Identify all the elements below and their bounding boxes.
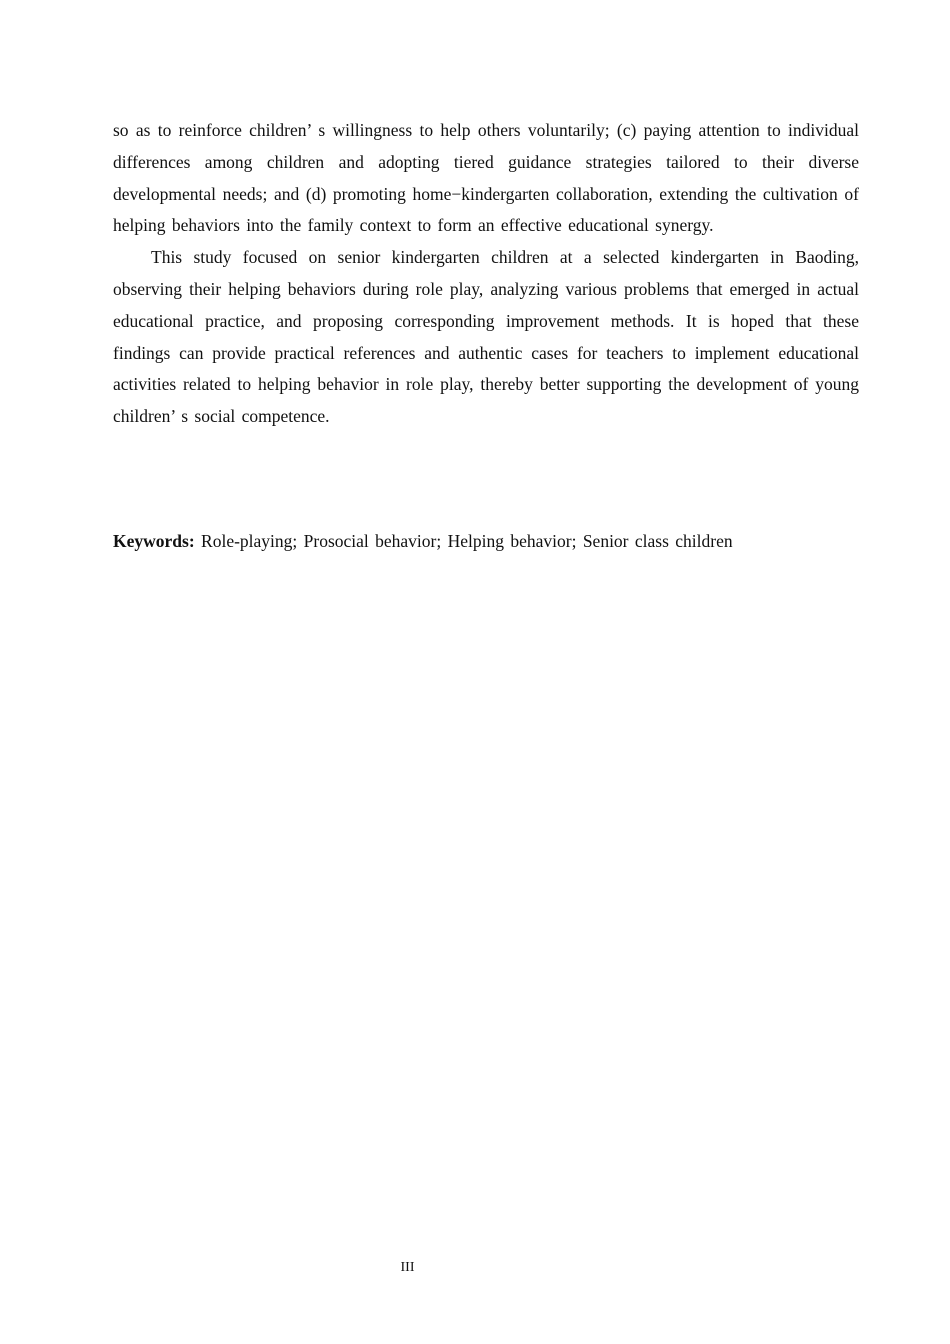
keywords-text: Role-playing; Prosocial behavior; Helping behavior; Senior class children — [201, 531, 733, 551]
keywords-label: Keywords: — [113, 531, 195, 551]
abstract-body — [113, 115, 859, 433]
paragraph-study: This study focused on senior kindergarten children at a selected kindergarten in Baoding, observing their helping behaviors during role play, analyzing various problems that emerged in actual educational practice, and proposing corresponding improvement methods. It is hoped that these findings can provide practical references and authentic cases for teachers to implement educational activities related to helping behavior in role play, thereby better supporting the development of young children’ s social competence. — [113, 247, 859, 427]
keywords-line — [113, 526, 859, 558]
paragraph-continued: so as to reinforce children’ s willingness to help others voluntarily; (c) paying attention to individual differences among children and adopting tiered guidance strategies tailored to their diverse developmental needs; and (d) promoting home−kindergarten collaboration, extending the cultivation of helping behaviors into the family context to form an effective educational synergy. — [113, 120, 859, 236]
page-number: III — [400, 1260, 415, 1275]
